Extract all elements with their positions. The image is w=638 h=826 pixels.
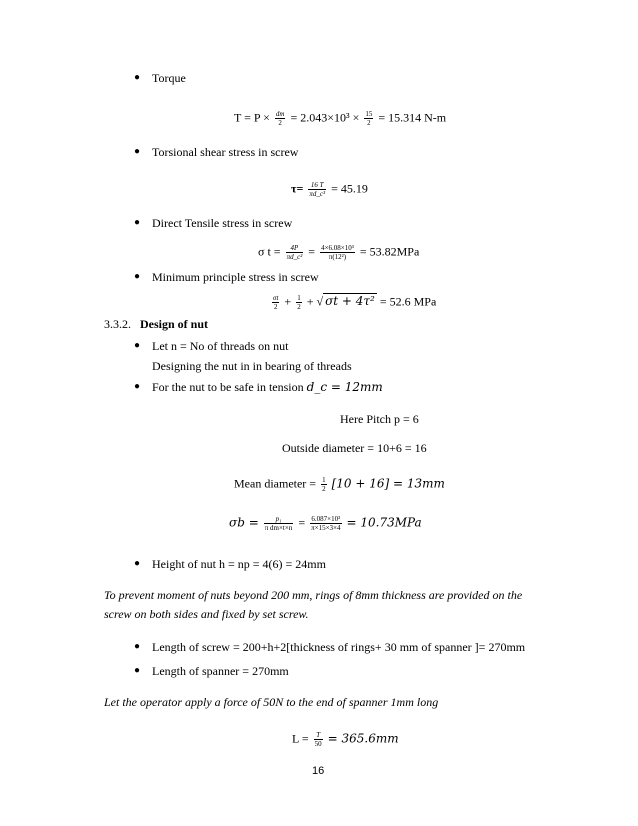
tensile-fraction-2: $\frac{\text{4×6.08×10³}}{\text{π(12²)}}$ bbox=[321, 244, 354, 261]
tensile-fraction: $\frac{4P}{\text{πd\_c²}}$ bbox=[286, 244, 303, 261]
para2-text: Let the operator apply a force of 50N to the end of spanner 1mm long bbox=[104, 695, 439, 709]
sigma-fraction: $\frac{\text{p₁}}{\text{π dm×t×n}}$ bbox=[264, 515, 293, 532]
principle-plus-2: + bbox=[306, 294, 314, 309]
torsional-lhs: τ= bbox=[291, 181, 304, 196]
sigma-b-formula bbox=[229, 515, 422, 532]
tensile-eq: = bbox=[308, 244, 316, 259]
principle-result: = 52.6 MPa bbox=[379, 294, 437, 309]
final-formula bbox=[292, 731, 399, 748]
let-n-text: Let n = No of threads on nut bbox=[152, 339, 289, 353]
para1-line1: To prevent moment of nuts beyond 200 mm, rings of 8mm thickness are provided on the bbox=[104, 588, 523, 602]
torque-lhs: T = P × bbox=[234, 110, 270, 125]
screw-length-text: Length of screw = 200+h+2[thickness of rings+ 30 mm of spanner ]= 270mm bbox=[152, 640, 526, 654]
principle-fraction: $\frac{\sigma t}{2}$ bbox=[273, 294, 279, 311]
page-number: 16 bbox=[312, 765, 325, 777]
height-text: Height of nut h = np = 4(6) = 24mm bbox=[152, 557, 326, 571]
final-fraction: $\frac{T}{50}$ bbox=[314, 731, 322, 748]
section-title: Design of nut bbox=[140, 317, 209, 331]
bullet-icon: ● bbox=[134, 558, 141, 569]
mean-lhs: Mean diameter = bbox=[234, 476, 317, 491]
bullet-icon: ● bbox=[134, 72, 141, 83]
designing-text: Designing the nut in in bearing of threads bbox=[152, 359, 352, 373]
torsional-label: Torsional shear stress in screw bbox=[152, 145, 299, 159]
torque-label: Torque bbox=[152, 71, 186, 85]
pitch-text: Here Pitch p = 6 bbox=[340, 412, 419, 426]
sigma-result: = 10.73MPa bbox=[346, 515, 422, 530]
sqrt-icon: √ bbox=[316, 294, 324, 309]
safe-text: For the nut to be safe in tension bbox=[152, 380, 304, 394]
safe-math: d_c = 12mm bbox=[306, 380, 383, 394]
bullet-icon: ● bbox=[134, 340, 141, 351]
principle-plus: + bbox=[284, 294, 292, 309]
torsional-fraction: $\frac{16 T}{\text{πd\_c³}}$ bbox=[309, 181, 326, 198]
bullet-icon: ● bbox=[134, 146, 141, 157]
sigma-eq: = bbox=[298, 515, 306, 530]
principle-sqrt: σt + 4τ² bbox=[325, 294, 375, 309]
principle-fraction-2: $\frac{1}{2}$ bbox=[297, 294, 301, 311]
torque-result: = 15.314 N-m bbox=[378, 110, 447, 125]
outside-diameter-text: Outside diameter = 10+6 = 16 bbox=[282, 441, 427, 455]
principle-label: Minimum principle stress in screw bbox=[152, 270, 319, 284]
torque-fraction-2: $\frac{15}{2}$ bbox=[365, 110, 373, 127]
tensile-label: Direct Tensile stress in screw bbox=[152, 216, 293, 230]
bullet-icon: ● bbox=[134, 217, 141, 228]
tensile-result: = 53.82MPa bbox=[359, 244, 420, 259]
sigma-lhs: σb = bbox=[229, 515, 259, 530]
mean-fraction: $\frac{1}{2}$ bbox=[322, 476, 326, 493]
spanner-length-text: Length of spanner = 270mm bbox=[152, 664, 289, 678]
torque-formula bbox=[234, 110, 446, 127]
section-number: 3.3.2. bbox=[104, 317, 131, 331]
final-rhs: = 365.6mm bbox=[327, 731, 399, 746]
bullet-icon: ● bbox=[134, 271, 141, 282]
bullet-icon: ● bbox=[134, 665, 141, 676]
torsional-formula bbox=[291, 181, 368, 198]
torsional-result: = 45.19 bbox=[331, 181, 368, 196]
mean-diameter-formula bbox=[234, 476, 445, 493]
sigma-fraction-2: $\frac{\text{6.087×10³}}{\pi\times 15\times 3\times 4}$ bbox=[311, 515, 341, 532]
tensile-formula bbox=[258, 244, 419, 261]
mean-rhs: [10 + 16] = 13mm bbox=[331, 476, 445, 491]
bullet-icon: ● bbox=[134, 381, 141, 392]
final-lhs: L = bbox=[292, 731, 309, 746]
para1-line2: screw on both sides and fixed by set screw. bbox=[104, 607, 309, 621]
bullet-icon: ● bbox=[134, 641, 141, 652]
torque-mid: = 2.043×10³ × bbox=[290, 110, 360, 125]
tensile-lhs: σ t = bbox=[258, 244, 281, 259]
principle-formula bbox=[270, 294, 436, 311]
torque-fraction: $\frac{dm}{2}$ bbox=[275, 110, 285, 127]
section-heading bbox=[104, 317, 208, 331]
safe-line bbox=[152, 380, 383, 394]
